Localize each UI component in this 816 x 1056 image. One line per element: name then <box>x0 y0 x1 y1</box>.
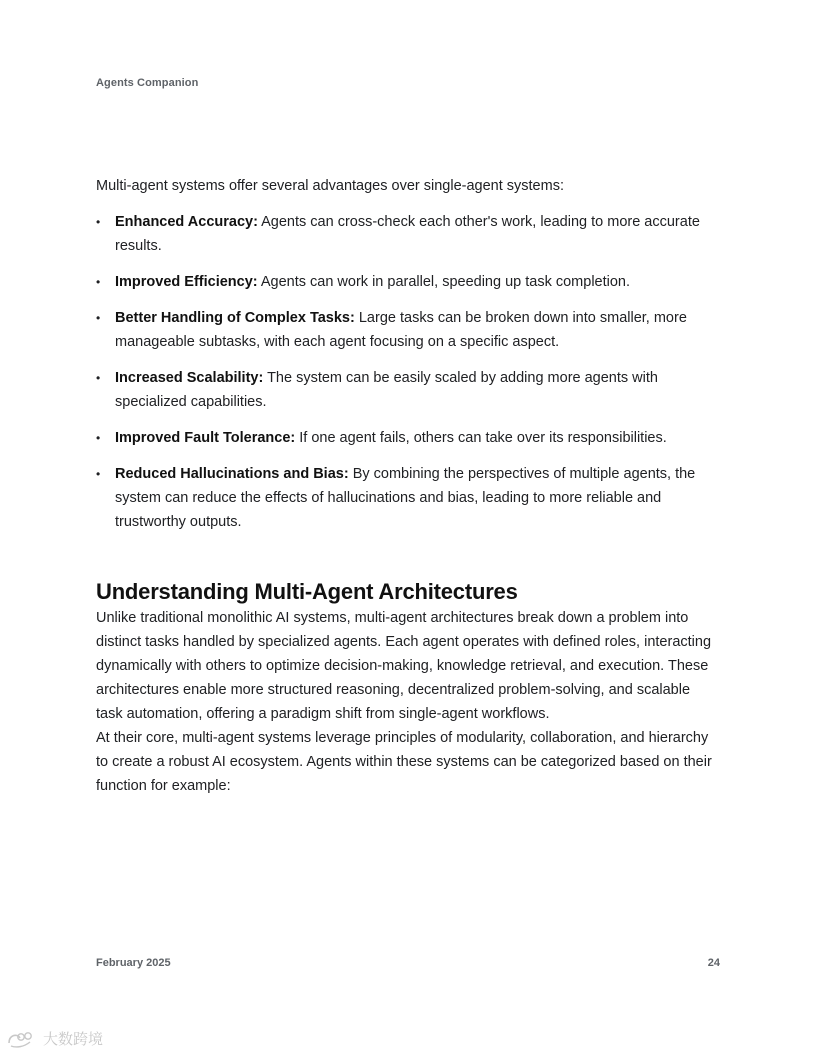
advantage-term: Increased Scalability: <box>115 370 264 386</box>
page-header-title: Agents Companion <box>96 77 199 89</box>
advantage-text: Agents can cross-check each other's work, leading to more accurate results. <box>115 214 700 254</box>
bullet-icon: • <box>96 215 101 229</box>
list-item <box>96 426 720 450</box>
main-content <box>96 174 720 798</box>
advantage-text: By combining the perspectives of multiple agents, the system can reduce the effects of hallucinations and bias, leading to more reliable and trustworthy outputs. <box>115 466 696 530</box>
bullet-icon: • <box>96 311 101 325</box>
list-item <box>96 306 720 354</box>
list-item <box>96 462 720 534</box>
list-item <box>96 210 720 258</box>
bullet-icon: • <box>96 275 101 289</box>
intro-paragraph: Multi-agent systems offer several advantages over single-agent systems: <box>96 178 564 194</box>
section-paragraph-2: At their core, multi-agent systems leverage principles of modularity, collaboration, and hierarchy to create a robust AI ecosystem. Agents within these systems can be categorized based on their function for example: <box>96 730 712 794</box>
section-heading: Understanding Multi-Agent Architectures <box>96 579 518 604</box>
footer-page-number: 24 <box>707 957 720 969</box>
footer-date: February 2025 <box>96 957 171 969</box>
advantage-term: Enhanced Accuracy: <box>115 214 258 230</box>
bullet-icon: • <box>96 467 101 481</box>
list-item <box>96 366 720 414</box>
bullet-icon: • <box>96 371 101 385</box>
bullet-icon: • <box>96 431 101 445</box>
watermark <box>6 1028 103 1049</box>
advantage-term: Better Handling of Complex Tasks: <box>115 310 355 326</box>
advantage-text: Large tasks can be broken down into smaller, more manageable subtasks, with each agent focusing on a specific aspect. <box>115 310 687 350</box>
advantage-text: The system can be easily scaled by adding more agents with specialized capabilities. <box>115 370 658 410</box>
watermark-text: 大数跨境 <box>43 1030 104 1048</box>
advantage-text: Agents can work in parallel, speeding up task completion. <box>257 274 631 290</box>
advantage-text: If one agent fails, others can take over its responsibilities. <box>295 430 667 446</box>
advantage-term: Reduced Hallucinations and Bias: <box>115 466 349 482</box>
advantages-list <box>96 210 720 534</box>
advantage-term: Improved Fault Tolerance: <box>115 430 296 446</box>
list-item <box>96 270 720 294</box>
advantage-term: Improved Efficiency: <box>115 274 258 290</box>
section-paragraph-1: Unlike traditional monolithic AI systems, multi-agent architectures break down a problem into distinct tasks handled by specialized agents. Each agent operates with defined roles, interacting dynamically with others to optimize decision-making, knowledge retrieval, and execution. These architectures enable more structured reasoning, decentralized problem-solving, and scalable task automation, offering a paradigm shift from single-agent workflows. <box>96 610 712 722</box>
watermark-logo-icon <box>6 1029 40 1049</box>
